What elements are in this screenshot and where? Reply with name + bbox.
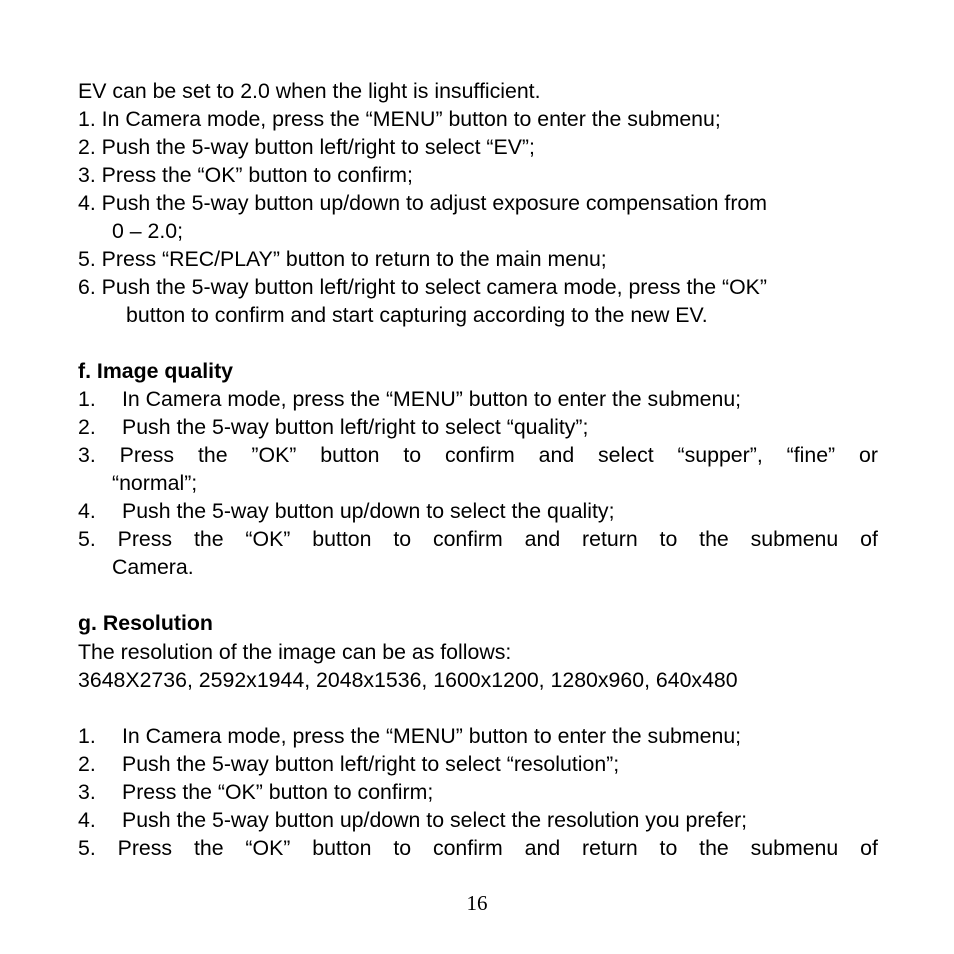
step-number: 2. [78, 415, 96, 439]
resolution-step-5 [78, 834, 878, 862]
quality-step-2 [78, 413, 878, 441]
ev-step-6-continuation: button to confirm and start capturing according to the new EV. [126, 303, 708, 327]
resolution-step-2 [78, 750, 878, 778]
step-number: 4. [78, 808, 96, 832]
word: submenu [750, 836, 839, 860]
quality-step-5 [78, 525, 878, 553]
word: to [659, 527, 678, 551]
word: “fine” [786, 443, 836, 467]
word: to [393, 836, 412, 860]
step-text: Press the “OK” button to confirm; [122, 780, 434, 804]
page-number: 16 [466, 891, 488, 915]
word: the [197, 443, 228, 467]
word: to [659, 836, 678, 860]
ev-step-5: 5. Press “REC/PLAY” button to return to the main menu; [78, 247, 607, 271]
word: ”OK” [251, 443, 297, 467]
word: the [699, 836, 729, 860]
word: and [538, 443, 575, 467]
quality-heading: f. Image quality [78, 359, 234, 383]
quality-step-3 [78, 441, 878, 469]
word: Press [117, 836, 173, 860]
word: return [582, 527, 638, 551]
word: Press [119, 443, 175, 467]
word: of [860, 527, 878, 551]
justified-line [78, 525, 878, 553]
word: the [193, 836, 224, 860]
step-text: Push the 5-way button up/down to select the quality; [122, 499, 615, 523]
ev-step-4: 4. Push the 5-way button up/down to adjust exposure compensation from [78, 191, 768, 215]
justified-line [78, 441, 878, 469]
word: “OK” [245, 836, 291, 860]
step-text: In Camera mode, press the “MENU” button to enter the submenu; [122, 724, 742, 748]
resolution-intro: The resolution of the image can be as follows: [78, 640, 512, 664]
step-number: 5. [78, 527, 96, 551]
step-number: 2. [78, 752, 96, 776]
word: or [859, 443, 878, 467]
quality-step-1 [78, 385, 878, 413]
ev-step-4-continuation: 0 – 2.0; [112, 219, 184, 243]
step-number: 3. [78, 443, 96, 467]
ev-step-6: 6. Push the 5-way button left/right to select camera mode, press the “OK” [78, 275, 767, 299]
word: to [403, 443, 422, 467]
word: confirm [432, 527, 503, 551]
step-text: Push the 5-way button left/right to select “resolution”; [122, 752, 620, 776]
word: button [320, 443, 380, 467]
ev-step-2: 2. Push the 5-way button left/right to select “EV”; [78, 135, 535, 159]
word: the [699, 527, 729, 551]
word: button [312, 836, 372, 860]
step-number: 1. [78, 387, 96, 411]
word: “OK” [245, 527, 291, 551]
word: select [598, 443, 654, 467]
word: of [860, 836, 878, 860]
ev-step-3: 3. Press the “OK” button to confirm; [78, 163, 413, 187]
step-number: 3. [78, 780, 96, 804]
resolution-heading: g. Resolution [78, 611, 213, 635]
step-text: Push the 5-way button left/right to select “quality”; [122, 415, 589, 439]
resolution-step-4 [78, 806, 878, 834]
word: return [582, 836, 638, 860]
word: “supper”, [677, 443, 763, 467]
word: and [524, 836, 561, 860]
word: and [524, 527, 561, 551]
justified-line [78, 834, 878, 862]
word: confirm [444, 443, 515, 467]
word: Press [117, 527, 173, 551]
word: the [193, 527, 224, 551]
word: button [312, 527, 372, 551]
ev-intro: EV can be set to 2.0 when the light is insufficient. [78, 79, 541, 103]
step-number: 4. [78, 499, 96, 523]
resolution-list: 3648X2736, 2592x1944, 2048x1536, 1600x1200, 1280x960, 640x480 [78, 668, 738, 692]
step-text: In Camera mode, press the “MENU” button to enter the submenu; [122, 387, 742, 411]
quality-step-4 [78, 497, 878, 525]
word: submenu [750, 527, 839, 551]
ev-step-1: 1. In Camera mode, press the “MENU” button to enter the submenu; [78, 107, 721, 131]
word: confirm [432, 836, 503, 860]
step-text: Push the 5-way button up/down to select the resolution you prefer; [122, 808, 748, 832]
quality-step-3-continuation: “normal”; [112, 471, 198, 495]
step-number: 1. [78, 724, 96, 748]
resolution-step-1 [78, 722, 878, 750]
quality-step-5-continuation: Camera. [112, 555, 194, 579]
step-number: 5. [78, 836, 96, 860]
resolution-step-3 [78, 778, 878, 806]
word: to [393, 527, 412, 551]
